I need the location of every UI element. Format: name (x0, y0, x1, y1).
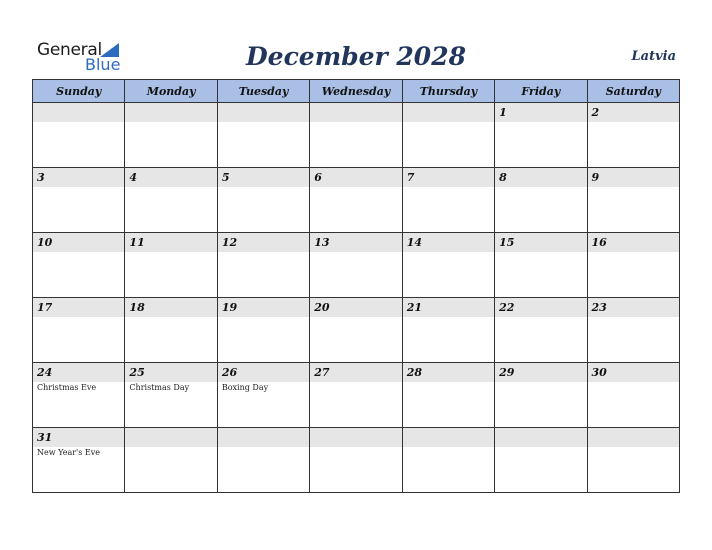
weekday-header: Sunday (33, 80, 125, 103)
holiday-label (33, 122, 124, 123)
day-number: 4 (125, 168, 216, 187)
holiday-label (125, 317, 216, 318)
day-number (125, 103, 216, 122)
day-cell[interactable] (125, 298, 217, 363)
holiday-label (310, 252, 401, 253)
day-cell[interactable] (495, 168, 587, 233)
day-cell[interactable] (587, 168, 679, 233)
holiday-label (310, 122, 401, 123)
day-number: 26 (218, 363, 309, 382)
day-number (218, 103, 309, 122)
holiday-label (495, 447, 586, 448)
holiday-label (588, 447, 679, 448)
day-number (495, 428, 586, 447)
day-cell[interactable] (33, 168, 125, 233)
day-number: 27 (310, 363, 401, 382)
day-cell[interactable] (33, 103, 125, 168)
holiday-label (218, 317, 309, 318)
day-cell[interactable] (587, 298, 679, 363)
day-number: 23 (588, 298, 679, 317)
day-cell[interactable] (402, 428, 494, 493)
day-cell[interactable] (587, 103, 679, 168)
day-cell[interactable] (310, 103, 402, 168)
week-row (33, 298, 680, 363)
day-number: 10 (33, 233, 124, 252)
day-number: 1 (495, 103, 586, 122)
holiday-label (310, 447, 401, 448)
holiday-label (403, 187, 494, 188)
week-row (33, 168, 680, 233)
day-cell[interactable] (495, 298, 587, 363)
holiday-label (310, 317, 401, 318)
day-number (310, 428, 401, 447)
day-number: 30 (588, 363, 679, 382)
day-number: 20 (310, 298, 401, 317)
week-row (33, 103, 680, 168)
holiday-label (125, 187, 216, 188)
day-cell[interactable] (33, 363, 125, 428)
day-number: 17 (33, 298, 124, 317)
day-number (310, 103, 401, 122)
day-number (403, 428, 494, 447)
day-cell[interactable] (217, 103, 309, 168)
day-number: 29 (495, 363, 586, 382)
day-number: 7 (403, 168, 494, 187)
holiday-label (403, 252, 494, 253)
holiday-label (33, 187, 124, 188)
day-cell[interactable] (402, 233, 494, 298)
day-cell[interactable] (125, 168, 217, 233)
day-number: 25 (125, 363, 216, 382)
weekday-header: Wednesday (310, 80, 402, 103)
holiday-label: Christmas Eve (37, 383, 97, 392)
day-cell[interactable] (217, 233, 309, 298)
day-number: 6 (310, 168, 401, 187)
holiday-label (125, 122, 216, 123)
holiday-label (495, 122, 586, 123)
weekday-header: Saturday (587, 80, 679, 103)
holiday-label (310, 382, 401, 383)
day-number: 24 (33, 363, 124, 382)
weekday-header: Friday (495, 80, 587, 103)
day-number: 18 (125, 298, 216, 317)
holiday-label (218, 252, 309, 253)
day-cell[interactable] (310, 363, 402, 428)
day-cell[interactable] (125, 233, 217, 298)
day-cell[interactable] (33, 298, 125, 363)
day-number (33, 103, 124, 122)
day-number: 14 (403, 233, 494, 252)
day-cell[interactable] (33, 233, 125, 298)
day-number: 9 (588, 168, 679, 187)
holiday-label (588, 252, 679, 253)
day-number: 8 (495, 168, 586, 187)
day-cell[interactable] (125, 428, 217, 493)
holiday-label (495, 382, 586, 383)
holiday-label: Christmas Day (129, 383, 190, 392)
day-cell[interactable] (495, 363, 587, 428)
holiday-label (495, 317, 586, 318)
holiday-label (588, 317, 679, 318)
day-cell[interactable] (495, 103, 587, 168)
holiday-label (588, 122, 679, 123)
day-number: 21 (403, 298, 494, 317)
day-cell[interactable] (587, 363, 679, 428)
day-cell[interactable] (495, 428, 587, 493)
holiday-label (495, 252, 586, 253)
day-cell[interactable] (217, 428, 309, 493)
day-cell[interactable] (402, 103, 494, 168)
holiday-label (403, 122, 494, 123)
day-number: 5 (218, 168, 309, 187)
holiday-label (403, 317, 494, 318)
day-cell[interactable] (125, 103, 217, 168)
holiday-label (125, 447, 216, 448)
day-number: 3 (33, 168, 124, 187)
day-cell[interactable] (310, 428, 402, 493)
weekday-header-row (33, 80, 680, 103)
weekday-header: Tuesday (217, 80, 309, 103)
holiday-label (218, 447, 309, 448)
day-number (403, 103, 494, 122)
day-number (588, 428, 679, 447)
holiday-label (33, 252, 124, 253)
day-number: 31 (33, 428, 124, 447)
calendar-title: December 2028 (245, 42, 466, 71)
holiday-label (403, 382, 494, 383)
holiday-label (588, 382, 679, 383)
day-cell[interactable] (495, 233, 587, 298)
day-cell[interactable] (217, 168, 309, 233)
day-number: 13 (310, 233, 401, 252)
day-number: 22 (495, 298, 586, 317)
holiday-label (218, 122, 309, 123)
day-number: 11 (125, 233, 216, 252)
country-name: Latvia (631, 49, 676, 64)
day-cell[interactable] (310, 298, 402, 363)
week-row (33, 428, 680, 493)
week-row (33, 363, 680, 428)
holiday-label (403, 447, 494, 448)
week-row (33, 233, 680, 298)
calendar-grid (32, 79, 680, 493)
day-cell[interactable] (402, 363, 494, 428)
holiday-label: New Year's Eve (37, 448, 100, 457)
day-cell[interactable] (402, 168, 494, 233)
day-cell[interactable] (125, 363, 217, 428)
logo-blue-text: Blue (85, 55, 121, 74)
holiday-label: Boxing Day (221, 383, 269, 392)
day-number: 15 (495, 233, 586, 252)
logo-general-text: General (37, 40, 102, 60)
weekday-header: Thursday (402, 80, 494, 103)
day-cell[interactable] (217, 363, 309, 428)
day-number (218, 428, 309, 447)
day-cell[interactable] (310, 233, 402, 298)
day-number: 28 (403, 363, 494, 382)
weekday-header: Monday (125, 80, 217, 103)
holiday-label (218, 187, 309, 188)
day-cell[interactable] (587, 428, 679, 493)
holiday-label (33, 317, 124, 318)
day-number: 19 (218, 298, 309, 317)
holiday-label (495, 187, 586, 188)
day-cell[interactable] (310, 168, 402, 233)
day-number (125, 428, 216, 447)
day-number: 16 (588, 233, 679, 252)
holiday-label (588, 187, 679, 188)
day-cell[interactable] (33, 428, 125, 493)
generalblue-logo (37, 40, 127, 74)
holiday-label (125, 252, 216, 253)
day-cell[interactable] (217, 298, 309, 363)
day-cell[interactable] (587, 233, 679, 298)
day-number: 12 (218, 233, 309, 252)
holiday-label (310, 187, 401, 188)
day-cell[interactable] (402, 298, 494, 363)
day-number: 2 (588, 103, 679, 122)
